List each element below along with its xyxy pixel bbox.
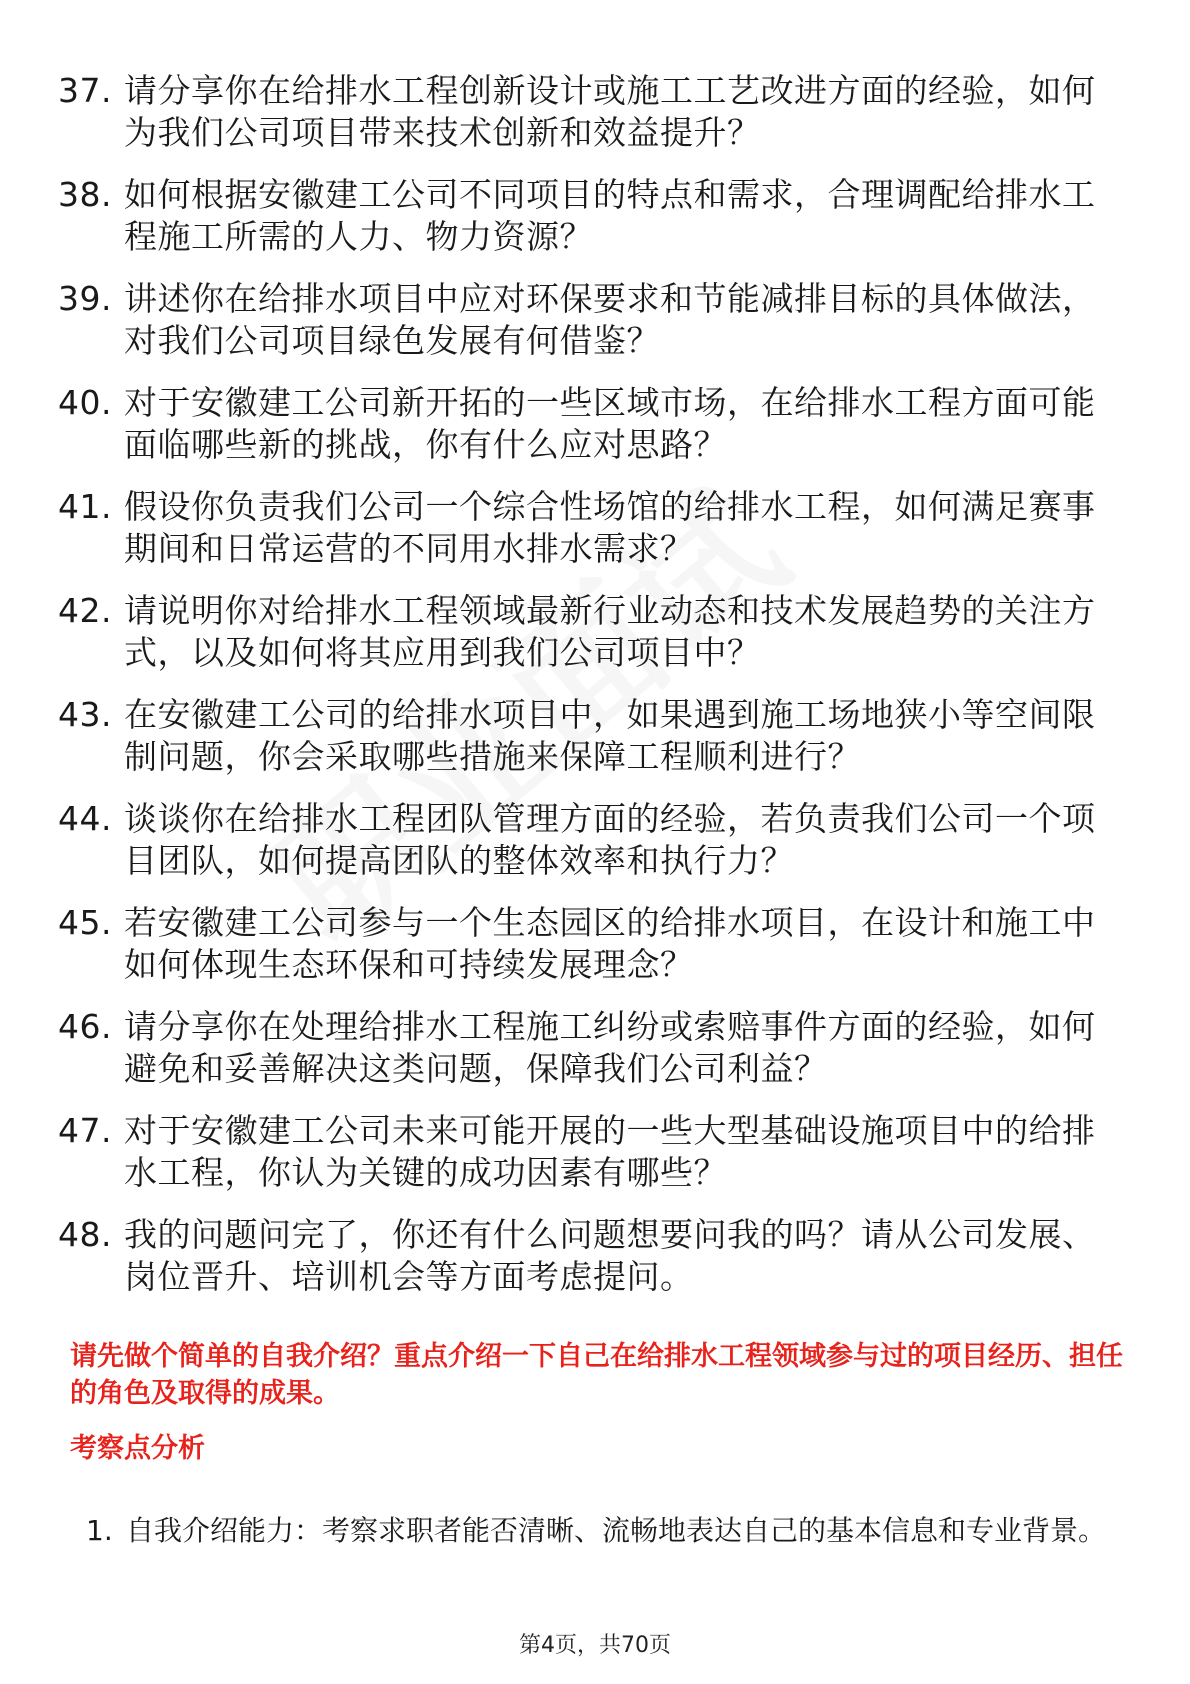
- analysis-text: 自我介绍能力：考察求职者能否清晰、流畅地表达自己的基本信息和专业背景。: [126, 1514, 1107, 1547]
- question-item: [58, 590, 1118, 674]
- question-number: 47.: [58, 1111, 112, 1150]
- question-number: 38.: [58, 175, 112, 214]
- question-item: [58, 1110, 1118, 1194]
- question-list: [58, 70, 1118, 1318]
- question-text: 若安徽建工公司参与一个生态园区的给排水项目，在设计和施工中如何体现生态环保和可持续发展理念？: [124, 903, 1096, 984]
- question-text: 如何根据安徽建工公司不同项目的特点和需求，合理调配给排水工程施工所需的人力、物力资源？: [124, 175, 1096, 256]
- question-text: 对于安徽建工公司未来可能开展的一些大型基础设施项目中的给排水工程，你认为关键的成功因素有哪些？: [124, 1111, 1096, 1192]
- question-item: [58, 70, 1118, 154]
- question-item: [58, 694, 1118, 778]
- question-text: 请分享你在处理给排水工程施工纠纷或索赔事件方面的经验，如何避免和妥善解决这类问题，保障我们公司利益？: [124, 1007, 1096, 1088]
- question-item: [58, 798, 1118, 882]
- question-item: [58, 486, 1118, 570]
- question-number: 41.: [58, 487, 112, 526]
- question-item: [58, 1214, 1118, 1298]
- question-text: 我的问题问完了，你还有什么问题想要问我的吗？请从公司发展、岗位晋升、培训机会等方面考虑提问。: [124, 1215, 1096, 1296]
- question-number: 39.: [58, 279, 112, 318]
- question-item: [58, 902, 1118, 986]
- question-number: 37.: [58, 71, 112, 110]
- question-text: 谈谈你在给排水工程团队管理方面的经验，若负责我们公司一个项目团队，如何提高团队的整体效率和执行力？: [124, 799, 1096, 880]
- question-item: [58, 278, 1118, 362]
- question-text: 在安徽建工公司的给排水项目中，如果遇到施工场地狭小等空间限制问题，你会采取哪些措施来保障工程顺利进行？: [124, 695, 1096, 776]
- question-item: [58, 1006, 1118, 1090]
- question-number: 43.: [58, 695, 112, 734]
- question-number: 48.: [58, 1215, 112, 1254]
- question-text: 对于安徽建工公司新开拓的一些区域市场，在给排水工程方面可能面临哪些新的挑战，你有什么应对思路？: [124, 383, 1096, 464]
- question-text: 讲述你在给排水项目中应对环保要求和节能减排目标的具体做法，对我们公司项目绿色发展有何借鉴？: [124, 279, 1096, 360]
- question-number: 46.: [58, 1007, 112, 1046]
- question-number: 44.: [58, 799, 112, 838]
- question-number: 42.: [58, 591, 112, 630]
- question-item: [58, 174, 1118, 258]
- question-text: 请说明你对给排水工程领域最新行业动态和技术发展趋势的关注方式，以及如何将其应用到我们公司项目中？: [124, 591, 1096, 672]
- page-footer: 第4页，共70页: [519, 1633, 671, 1658]
- question-text: 假设你负责我们公司一个综合性场馆的给排水工程，如何满足赛事期间和日常运营的不同用水排水需求？: [124, 487, 1096, 568]
- question-number: 45.: [58, 903, 112, 942]
- intro-question-heading: 请先做个简单的自我介绍？重点介绍一下自己在给排水工程领域参与过的项目经历、担任的角色及取得的成果。: [70, 1341, 1123, 1409]
- question-text: 请分享你在给排水工程创新设计或施工工艺改进方面的经验，如何为我们公司项目带来技术创新和效益提升？: [124, 71, 1096, 152]
- question-number: 40.: [58, 383, 112, 422]
- analysis-list: [86, 1500, 1116, 1562]
- question-item: [58, 382, 1118, 466]
- analysis-number: 1.: [86, 1514, 113, 1547]
- analysis-title: 考察点分析: [70, 1433, 205, 1464]
- analysis-item: [86, 1500, 1116, 1562]
